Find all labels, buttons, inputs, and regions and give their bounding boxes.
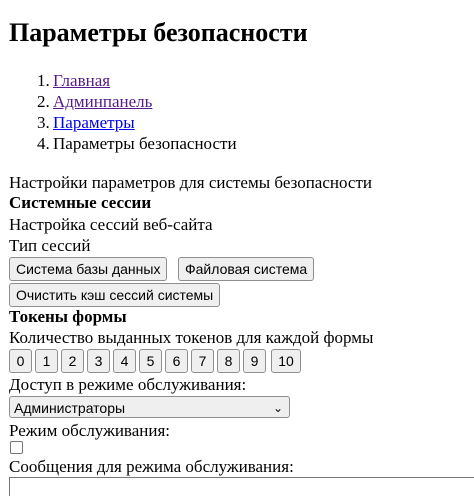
session-type-label: Тип сессий bbox=[9, 236, 91, 255]
clear-session-cache-button[interactable]: Очистить кэш сессий системы bbox=[9, 283, 220, 307]
breadcrumb-item-admin: 2. Админпанель bbox=[37, 92, 153, 111]
token-count-6-button[interactable]: 6 bbox=[165, 349, 188, 373]
breadcrumb-current-label: Параметры безопасности bbox=[53, 134, 237, 153]
breadcrumb bbox=[9, 70, 237, 154]
chevron-down-icon: ⌄ bbox=[272, 401, 283, 415]
token-count-10-button[interactable]: 10 bbox=[271, 349, 301, 373]
maintenance-mode-checkbox[interactable] bbox=[10, 441, 23, 454]
session-file-button[interactable]: Файловая система bbox=[178, 257, 314, 281]
page-title: Параметры безопасности bbox=[9, 18, 308, 47]
token-count-0-button[interactable]: 0 bbox=[9, 349, 32, 373]
token-count-8-button[interactable]: 8 bbox=[217, 349, 240, 373]
form-tokens-count-label: Количество выданных токенов для каждой формы bbox=[9, 328, 374, 347]
session-database-button[interactable]: Система базы данных bbox=[9, 257, 167, 281]
breadcrumb-link-home[interactable]: Главная bbox=[53, 71, 111, 90]
system-sessions-heading: Системные сессии bbox=[9, 193, 152, 212]
intro-text: Настройки параметров для системы безопасности bbox=[9, 173, 372, 192]
token-count-4-button[interactable]: 4 bbox=[113, 349, 136, 373]
token-count-1-button[interactable]: 1 bbox=[35, 349, 58, 373]
breadcrumb-item-home: 1. Главная bbox=[37, 71, 111, 90]
form-tokens-heading: Токены формы bbox=[9, 307, 127, 326]
maintenance-access-selected: Администраторы bbox=[14, 400, 126, 416]
maintenance-messages-label: Сообщения для режима обслуживания: bbox=[9, 457, 294, 476]
maintenance-access-select[interactable] bbox=[9, 396, 290, 418]
token-count-7-button[interactable]: 7 bbox=[191, 349, 214, 373]
breadcrumb-item-current: 4. Параметры безопасности bbox=[37, 134, 237, 153]
maintenance-messages-textarea[interactable] bbox=[9, 477, 474, 496]
breadcrumb-link-admin[interactable]: Админпанель bbox=[53, 92, 153, 111]
token-count-2-button[interactable]: 2 bbox=[61, 349, 84, 373]
breadcrumb-item-settings: 3. Параметры bbox=[37, 113, 135, 132]
token-count-5-button[interactable]: 5 bbox=[139, 349, 162, 373]
maintenance-mode-label: Режим обслуживания: bbox=[9, 421, 171, 440]
system-sessions-subheading: Настройка сессий веб-сайта bbox=[9, 215, 213, 234]
maintenance-access-label: Доступ в режиме обслуживания: bbox=[9, 375, 247, 394]
breadcrumb-link-settings[interactable]: Параметры bbox=[53, 113, 135, 132]
token-count-3-button[interactable]: 3 bbox=[87, 349, 110, 373]
token-count-9-button[interactable]: 9 bbox=[243, 349, 266, 373]
